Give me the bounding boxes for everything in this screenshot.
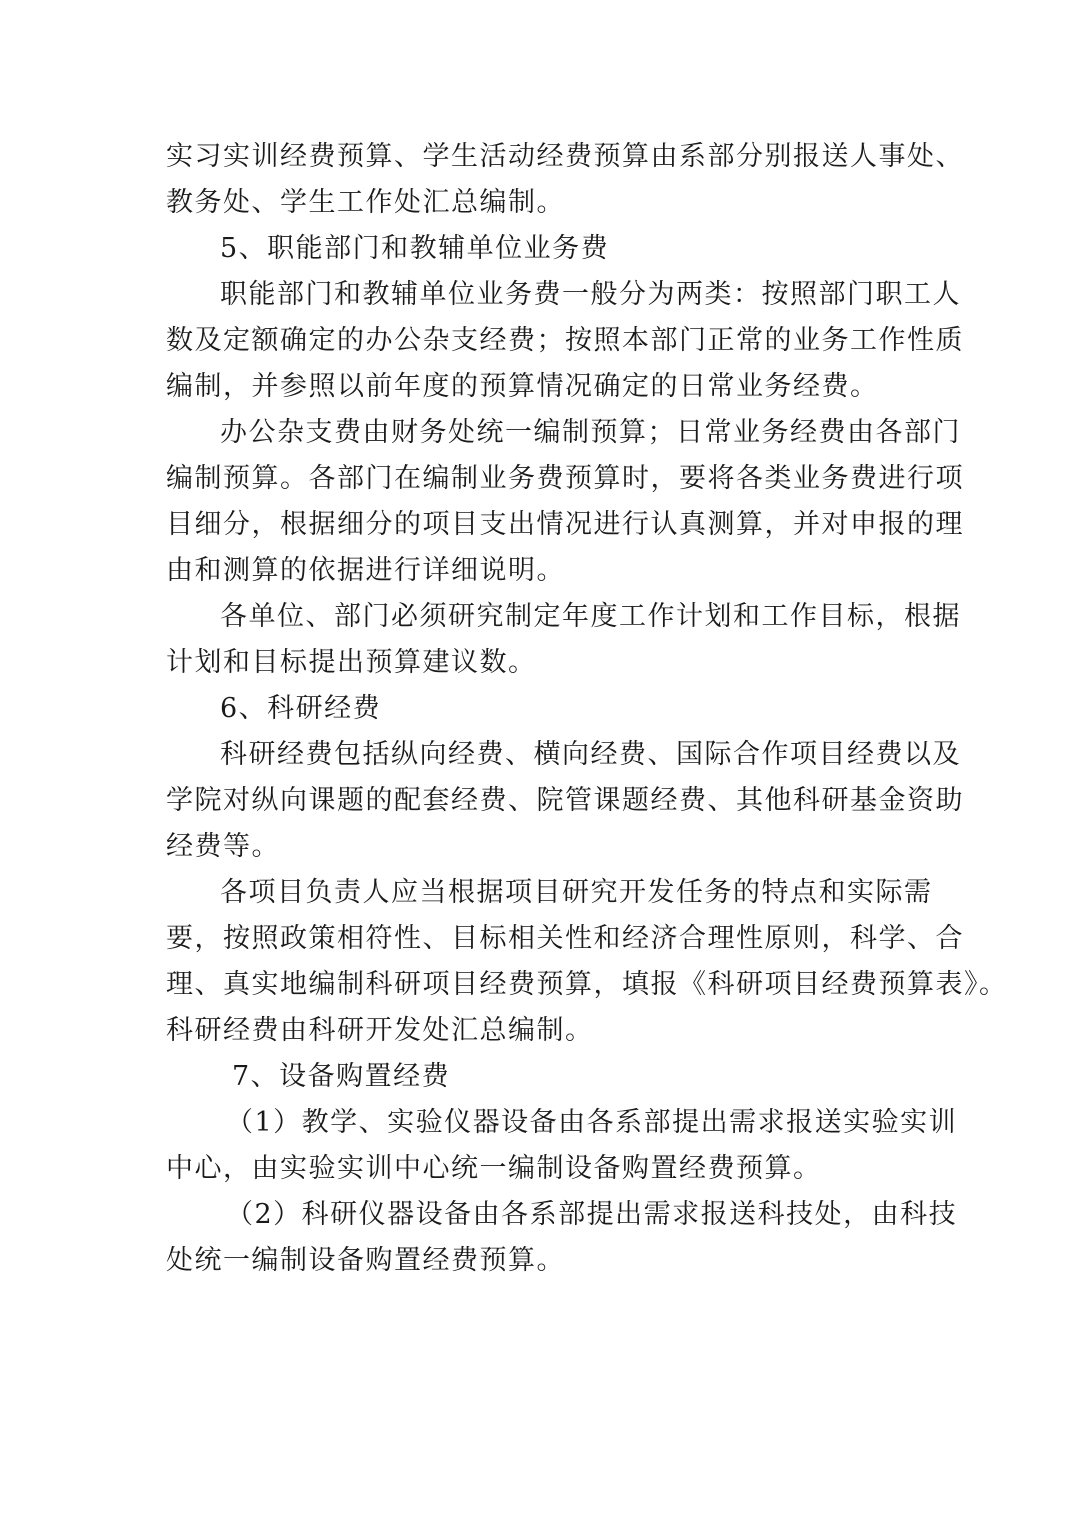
paragraph-line: 由和测算的依据进行详细说明。 xyxy=(166,555,565,586)
section-heading: 6、科研经费 xyxy=(220,693,382,724)
paragraph-line: 各项目负责人应当根据项目研究开发任务的特点和实际需 xyxy=(220,877,933,908)
paragraph-line: 科研经费包括纵向经费、横向经费、国际合作项目经费以及 xyxy=(220,739,961,770)
paragraph-line: 实习实训经费预算、学生活动经费预算由系部分别报送人事处、 xyxy=(166,141,964,172)
paragraph-line: 要，按照政策相符性、目标相关性和经济合理性原则，科学、合 xyxy=(166,923,964,954)
document-body xyxy=(166,134,1008,1284)
paragraph-line: 中心，由实验实训中心统一编制设备购置经费预算。 xyxy=(166,1153,822,1184)
paragraph-line: 数及定额确定的办公杂支经费；按照本部门正常的业务工作性质 xyxy=(166,325,964,356)
paragraph-line: 教务处、学生工作处汇总编制。 xyxy=(166,187,565,218)
paragraph-line: 目细分，根据细分的项目支出情况进行认真测算，并对申报的理 xyxy=(166,509,964,540)
paragraph-line: 经费等。 xyxy=(166,831,280,862)
section-heading: 5、职能部门和教辅单位业务费 xyxy=(220,233,610,264)
paragraph-line: （2）科研仪器设备由各系部提出需求报送科技处，由科技 xyxy=(226,1199,958,1230)
paragraph-line: 科研经费由科研开发处汇总编制。 xyxy=(166,1015,594,1046)
paragraph-line: 办公杂支费由财务处统一编制预算；日常业务经费由各部门 xyxy=(220,417,961,448)
paragraph-line: 学院对纵向课题的配套经费、院管课题经费、其他科研基金资助 xyxy=(166,785,964,816)
paragraph-line: 处统一编制设备购置经费预算。 xyxy=(166,1245,565,1276)
section-heading: 7、设备购置经费 xyxy=(232,1061,451,1092)
paragraph-line: 编制，并参照以前年度的预算情况确定的日常业务经费。 xyxy=(166,371,879,402)
paragraph-line: 理、真实地编制科研项目经费预算，填报《科研项目经费预算表》。 xyxy=(166,969,1008,1000)
paragraph-line: 计划和目标提出预算建议数。 xyxy=(166,647,537,678)
paragraph-line: （1）教学、实验仪器设备由各系部提出需求报送实验实训 xyxy=(226,1107,958,1138)
paragraph-line: 各单位、部门必须研究制定年度工作计划和工作目标，根据 xyxy=(220,601,961,632)
paragraph-line: 职能部门和教辅单位业务费一般分为两类：按照部门职工人 xyxy=(220,279,961,310)
paragraph-line: 编制预算。各部门在编制业务费预算时，要将各类业务费进行项 xyxy=(166,463,964,494)
